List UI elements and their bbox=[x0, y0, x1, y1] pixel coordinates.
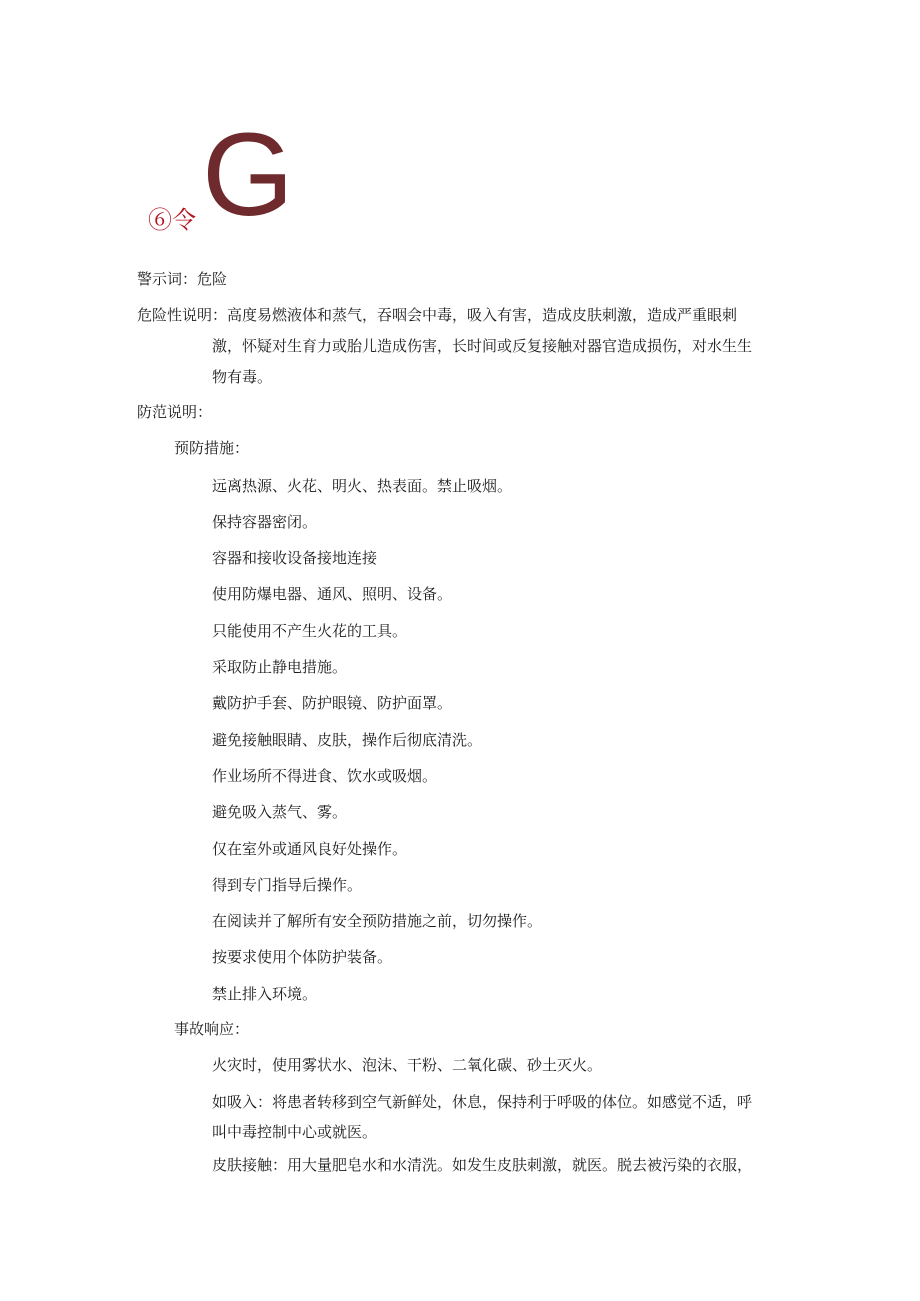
precautionary-label: 防范说明： bbox=[137, 403, 213, 421]
hazard-statement-line-1 bbox=[137, 305, 737, 325]
signal-word-line bbox=[137, 269, 227, 289]
response-item: 如吸入：将患者转移到空气新鲜处，休息，保持利于呼吸的体位。如感觉不适，呼 bbox=[212, 1093, 753, 1111]
pictogram-small-text: ⑥令 bbox=[148, 206, 196, 234]
prevention-item: 保持容器密闭。 bbox=[212, 513, 318, 531]
prevention-item: 作业场所不得进食、饮水或吸烟。 bbox=[212, 767, 438, 785]
hazard-statement-line-3: 物有毒。 bbox=[212, 368, 273, 386]
prevention-item: 避免吸入蒸气、雾。 bbox=[212, 803, 348, 821]
hazard-statement-label: 危险性说明： bbox=[137, 306, 228, 324]
response-item: 叫中毒控制中心或就医。 bbox=[212, 1123, 378, 1141]
response-heading: 事故响应： bbox=[174, 1020, 250, 1038]
prevention-item: 仅在室外或通风良好处操作。 bbox=[212, 840, 408, 858]
prevention-item: 禁止排入环境。 bbox=[212, 985, 318, 1003]
prevention-item: 得到专门指导后操作。 bbox=[212, 876, 363, 894]
prevention-item: 使用防爆电器、通风、照明、设备。 bbox=[212, 585, 453, 603]
prevention-item: 容器和接收设备接地连接 bbox=[212, 549, 378, 567]
signal-word-value: 危险 bbox=[197, 270, 228, 288]
pictogram-large-glyph: G bbox=[202, 109, 294, 241]
prevention-item: 远离热源、火花、明火、热表面。禁止吸烟。 bbox=[212, 477, 513, 495]
prevention-item: 采取防止静电措施。 bbox=[212, 658, 348, 676]
prevention-item: 戴防护手套、防护眼镜、防护面罩。 bbox=[212, 694, 453, 712]
signal-word-label: 警示词： bbox=[137, 270, 198, 288]
ghs-pictogram bbox=[140, 109, 360, 241]
prevention-item: 按要求使用个体防护装备。 bbox=[212, 948, 393, 966]
response-item: 火灾时，使用雾状水、泡沫、干粉、二氧化碳、砂土灭火。 bbox=[212, 1056, 603, 1074]
prevention-item: 只能使用不产生火花的工具。 bbox=[212, 622, 408, 640]
prevention-item: 在阅读并了解所有安全预防措施之前，切勿操作。 bbox=[212, 912, 543, 930]
response-item: 皮肤接触：用大量肥皂水和水清洗。如发生皮肤刺激，就医。脱去被污染的衣服， bbox=[212, 1156, 753, 1174]
prevention-item: 避免接触眼睛、皮肤，操作后彻底清洗。 bbox=[212, 731, 483, 749]
hazard-statement-line-2: 激，怀疑对生育力或胎儿造成伤害，长时间或反复接触对器官造成损伤，对水生生 bbox=[212, 337, 753, 355]
hazard-statement-text-1: 高度易燃液体和蒸气，吞咽会中毒，吸入有害，造成皮肤刺激，造成严重眼刺 bbox=[227, 306, 738, 324]
prevention-heading: 预防措施： bbox=[174, 439, 250, 457]
